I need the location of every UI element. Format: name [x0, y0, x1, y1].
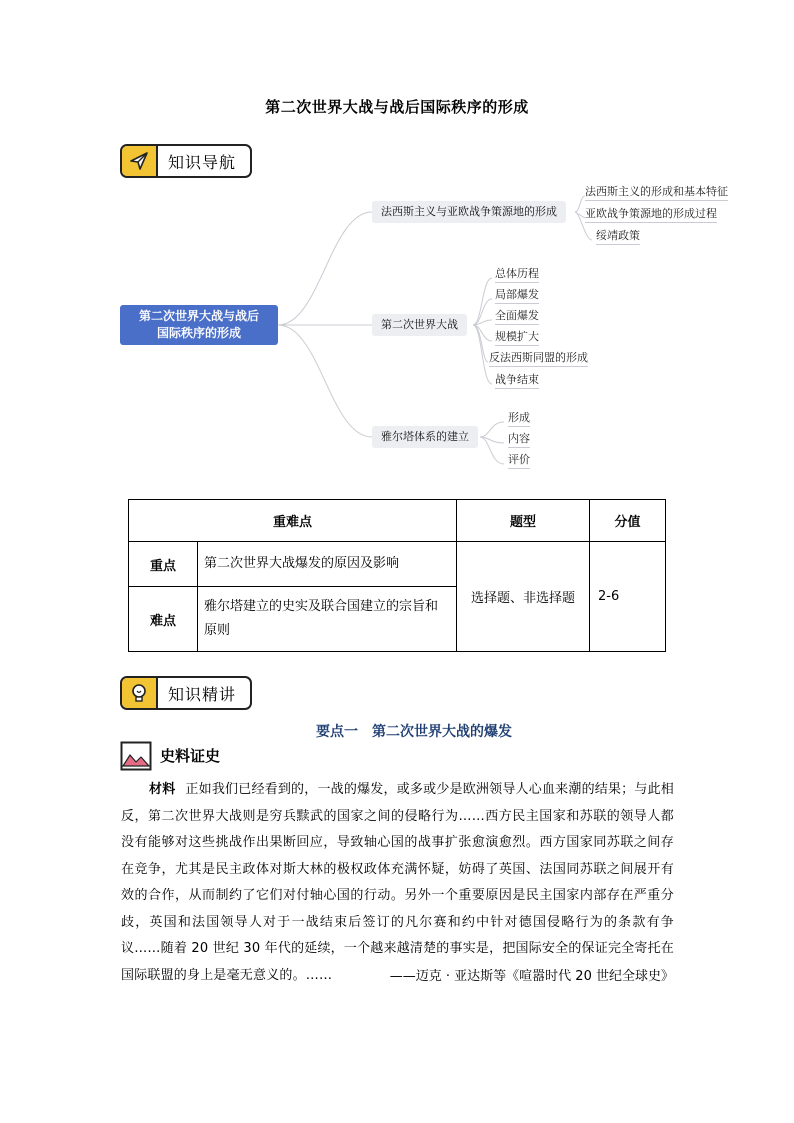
key-points-table	[128, 499, 666, 652]
material-subheading: 史料证史	[160, 747, 221, 765]
table-header: 分值	[590, 500, 666, 542]
mindmap-leaf: 总体历程	[495, 265, 539, 283]
mindmap-branch-ww2: 第二次世界大战	[372, 314, 467, 336]
table-header: 题型	[457, 500, 590, 542]
mindmap-leaf: 评价	[508, 451, 530, 469]
material-source: ——迈克 · 亚达斯等《喧嚣时代 20 世纪全球史》	[389, 969, 674, 984]
section-heading: 要点一 第二次世界大战的爆发	[316, 724, 512, 740]
page-title: 第二次世界大战与战后国际秩序的形成	[265, 98, 529, 116]
material-text: 正如我们已经看到的，一战的爆发，或多或少是欧洲领导人心血来潮的结果；与此相反，第二次世界大战则是穷兵黩武的国家之间的侵略行为……西方民主国家和苏联的领导人都没有能够对这些挑战作出果断回应，导致轴心国的战事扩张愈演愈烈。西方国家同苏联之间存在竞争，尤其是民主政体对斯大林的极权政体充满怀疑，妨碍了英国、法国同苏联之间展开有效的合作，从而制约了它们对付轴心国的行动。另外一个重要原因是民主国家内部存在严重分歧，英国和法国领导人对于一战结束后签订的凡尔赛和约中针对德国侵略行为的条款有争议……随着 20 世纪 30 年代的延续，一个越来越清楚的事实是，把国际安全的保证完全寄托在国际联盟的身上是毫无意义的。……	[121, 782, 674, 983]
mindmap-leaf: 内容	[508, 430, 530, 448]
mindmap-leaf: 局部爆发	[495, 286, 539, 304]
mindmap-leaf: 战争结束	[495, 371, 539, 389]
knowledge-lecture-badge	[120, 676, 252, 710]
mindmap-leaf: 规模扩大	[495, 328, 539, 346]
mindmap-root-node: 第二次世界大战与战后 国际秩序的形成	[120, 305, 278, 345]
mindmap-branch-fascism: 法西斯主义与亚欧战争策源地的形成	[372, 201, 566, 223]
mindmap-leaf: 法西斯主义的形成和基本特征	[585, 183, 728, 201]
material-label: 材料	[149, 782, 176, 797]
table-cell: 第二次世界大战爆发的原因及影响	[198, 542, 457, 587]
mindmap-branch-yalta: 雅尔塔体系的建立	[372, 426, 478, 448]
mindmap-leaf: 全面爆发	[495, 307, 539, 325]
mindmap-connectors	[0, 0, 794, 500]
table-row-label: 重点	[129, 542, 198, 587]
mindmap-leaf: 反法西斯同盟的形成	[489, 349, 588, 367]
table-cell-qtype: 选择题、非选择题	[457, 542, 590, 652]
table-row	[129, 542, 666, 587]
lightbulb-icon	[122, 678, 158, 708]
table-header: 重难点	[129, 500, 457, 542]
table-row-label: 难点	[129, 587, 198, 652]
mindmap-leaf: 亚欧战争策源地的形成过程	[585, 205, 717, 223]
mindmap-leaf: 形成	[508, 409, 530, 427]
image-icon	[120, 741, 152, 775]
table-header-row	[129, 500, 666, 542]
mindmap-leaf: 绥靖政策	[596, 227, 640, 245]
knowledge-nav-label: 知识导航	[168, 152, 237, 172]
table-cell: 雅尔塔建立的史实及联合国建立的宗旨和原则	[198, 587, 457, 652]
table-cell-score: 2-6	[590, 542, 666, 652]
material-paragraph	[121, 777, 674, 989]
knowledge-lecture-label: 知识精讲	[168, 684, 237, 704]
